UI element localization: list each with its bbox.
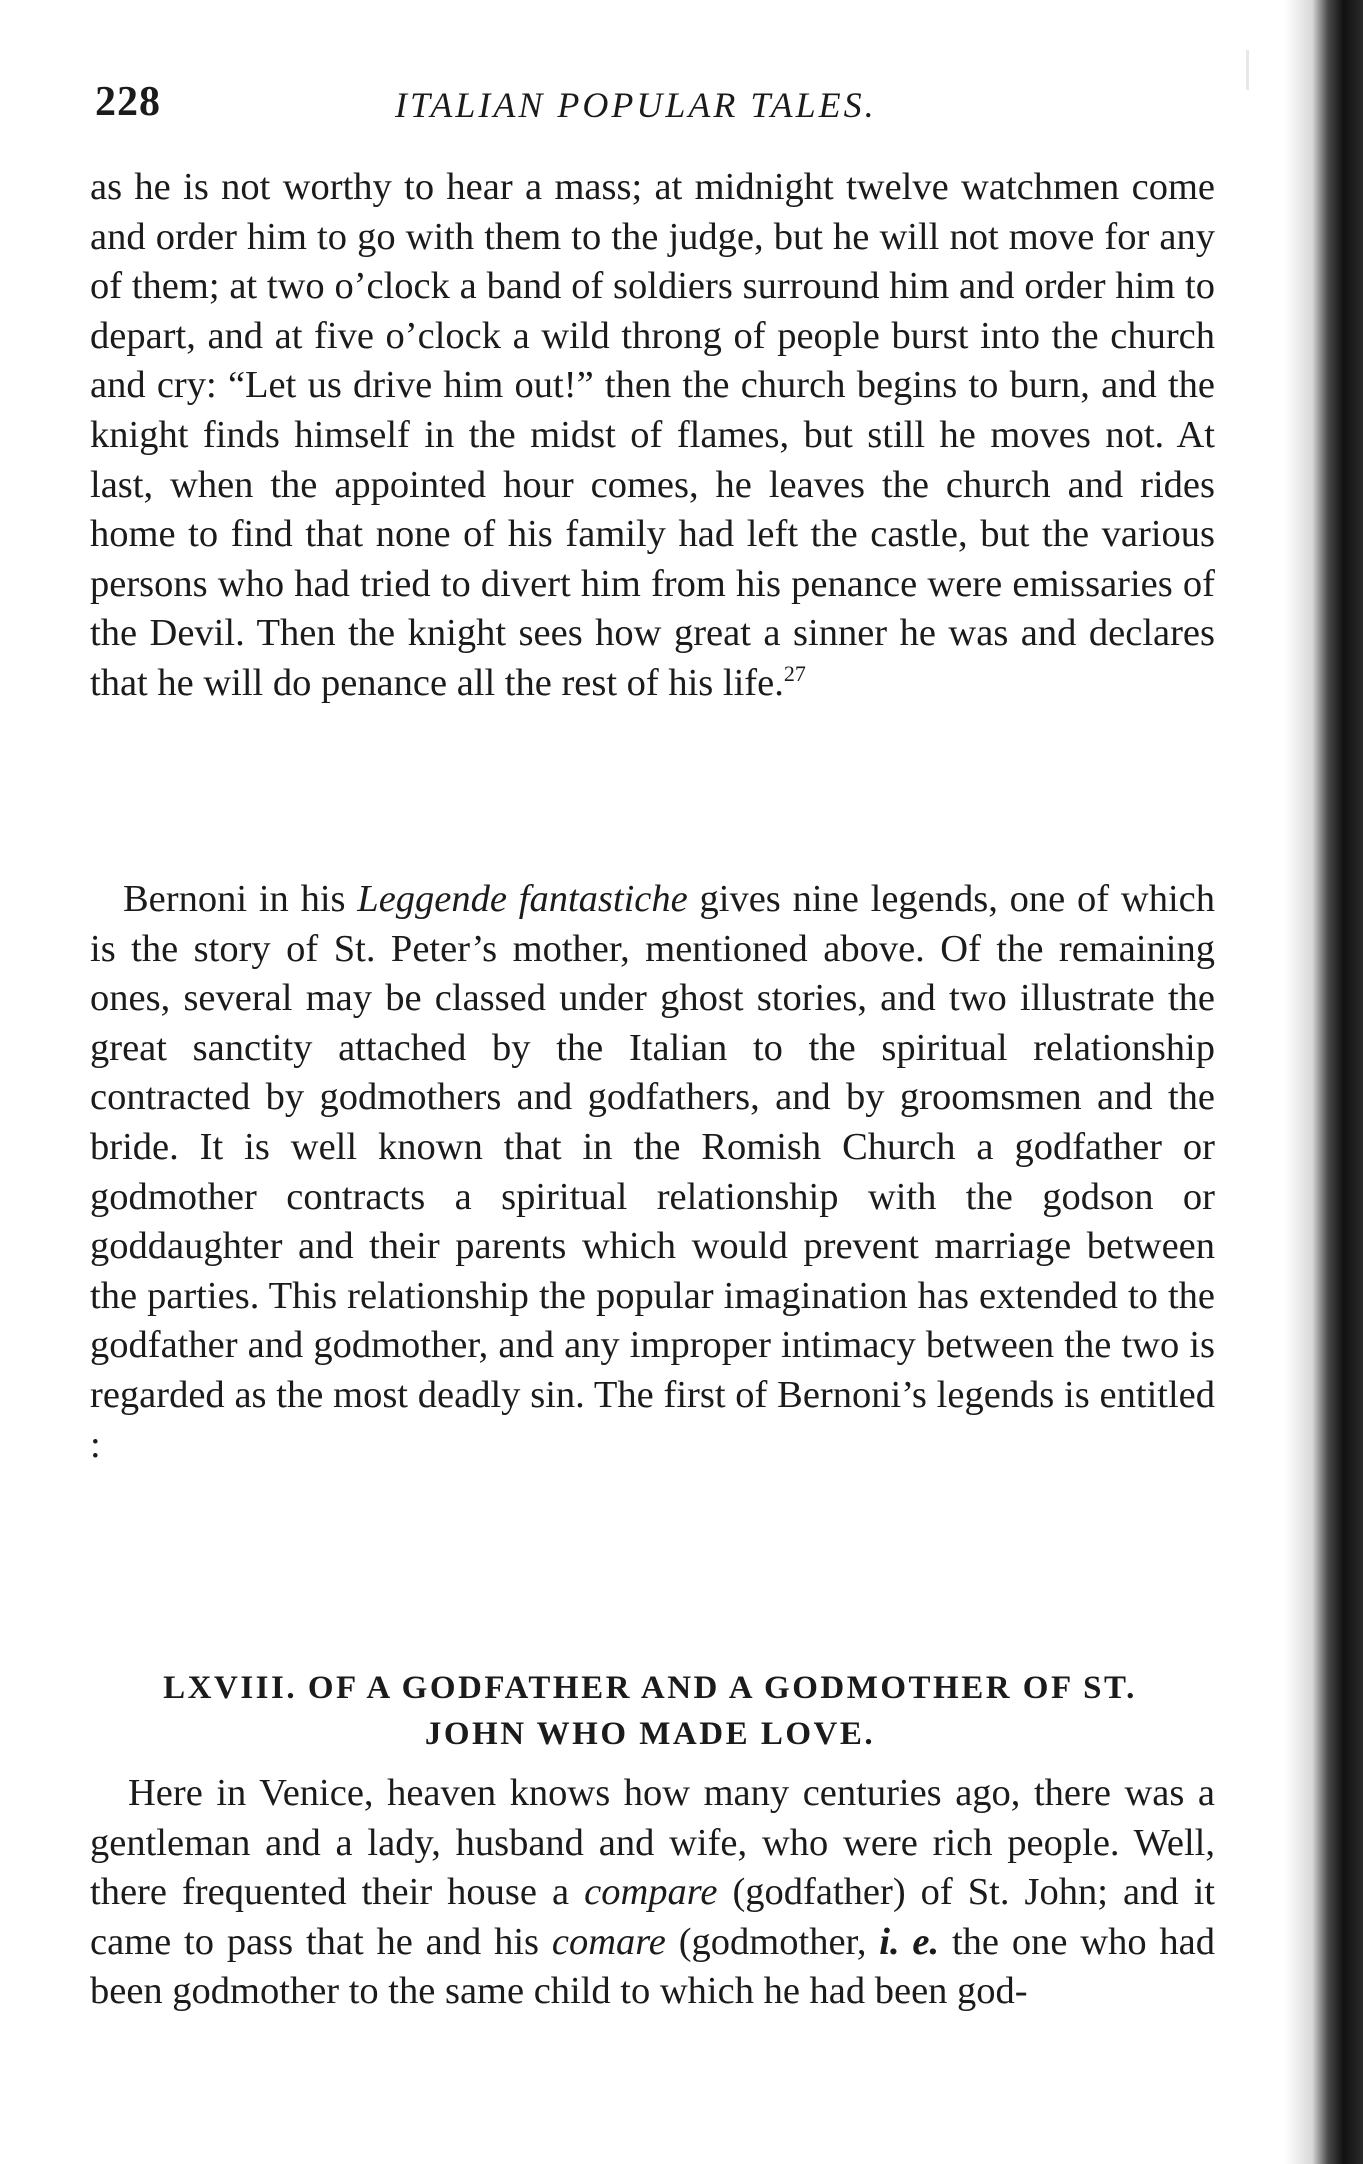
paragraph-venice-part4: the one who had been godmother to the same child to which he had been god- xyxy=(90,1920,1215,2013)
running-title: ITALIAN POPULAR TALES. xyxy=(395,85,877,125)
term-compare: compare xyxy=(584,1871,718,1914)
paragraph-bernoni-body: gives nine legends, one of which is the story of St. Peter’s mother, mentioned above. Of the remaining ones, several may be classed under ghost stories, and two illustrate the great sanctity attached by the Italian to the spiritual relationship contracted by godmothers and godfathers, and by groomsmen and the bride. It is well known that in the Romish Church a godfather or godmother contracts a spiritual relationship with the godson or goddaughter and their parents which would prevent marriage between the parties. This relationship the popular imagination has extended to the godfather and godmother, and any improper intimacy between the two is regarded as the most deadly sin. The first of Bernoni’s legends is entitled : xyxy=(90,878,1216,1466)
paragraph-bernoni xyxy=(90,875,1215,1470)
paragraph-bernoni-intro: Bernoni in his xyxy=(123,878,358,920)
abbrev-ie: i. e. xyxy=(879,1920,940,1963)
page-edge-shadow xyxy=(1285,0,1363,2164)
tale-heading-line1: LXVIII. OF A GODFATHER AND A GODMOTHER OF ST. xyxy=(163,1670,1137,1706)
paragraph-venice-part3: (godmother, xyxy=(665,1920,880,1963)
paragraph-venice-part2: (godfather) of St. John; and it came to pass that he and his xyxy=(90,1871,1215,1963)
paragraph-penance xyxy=(90,163,1215,709)
book-title-leggende: Leggende fantastiche xyxy=(357,878,688,920)
paragraph-penance-text: as he is not worthy to hear a mass; at midnight twelve watchmen come and order him to go with them to the judge, but he will not move for any of them; at two o’clock a band of soldiers surround him and order him to depart, and at five o’clock a wild throng of people burst into the church and cry: “Let us drive him out!” then the church begins to burn, and the knight finds himself in the midst of flames, but still he moves not. At last, when the appointed hour comes, he leaves the church and rides home to find that none of his family had left the castle, but the various persons who had tried to divert him from his penance were emissaries of the Devil. Then the knight sees how great a sinner he was and declares that he will do penance all the rest of his life. xyxy=(90,166,1215,704)
running-head xyxy=(95,78,1215,138)
page-number: 228 xyxy=(95,79,161,125)
tale-heading-line2: JOHN WHO MADE LOVE. xyxy=(424,1716,876,1752)
tale-heading xyxy=(85,1665,1215,1757)
paragraph-venice xyxy=(90,1769,1215,2017)
scan-speck xyxy=(1246,50,1249,90)
paragraph-venice-part1: Here in Venice, heaven knows how many centuries ago, there was a gentleman and a lady, husband and wife, who were rich people. Well, there frequented their house a xyxy=(90,1772,1215,1914)
term-comare: comare xyxy=(551,1920,666,1963)
footnote-reference: 27 xyxy=(783,661,806,687)
